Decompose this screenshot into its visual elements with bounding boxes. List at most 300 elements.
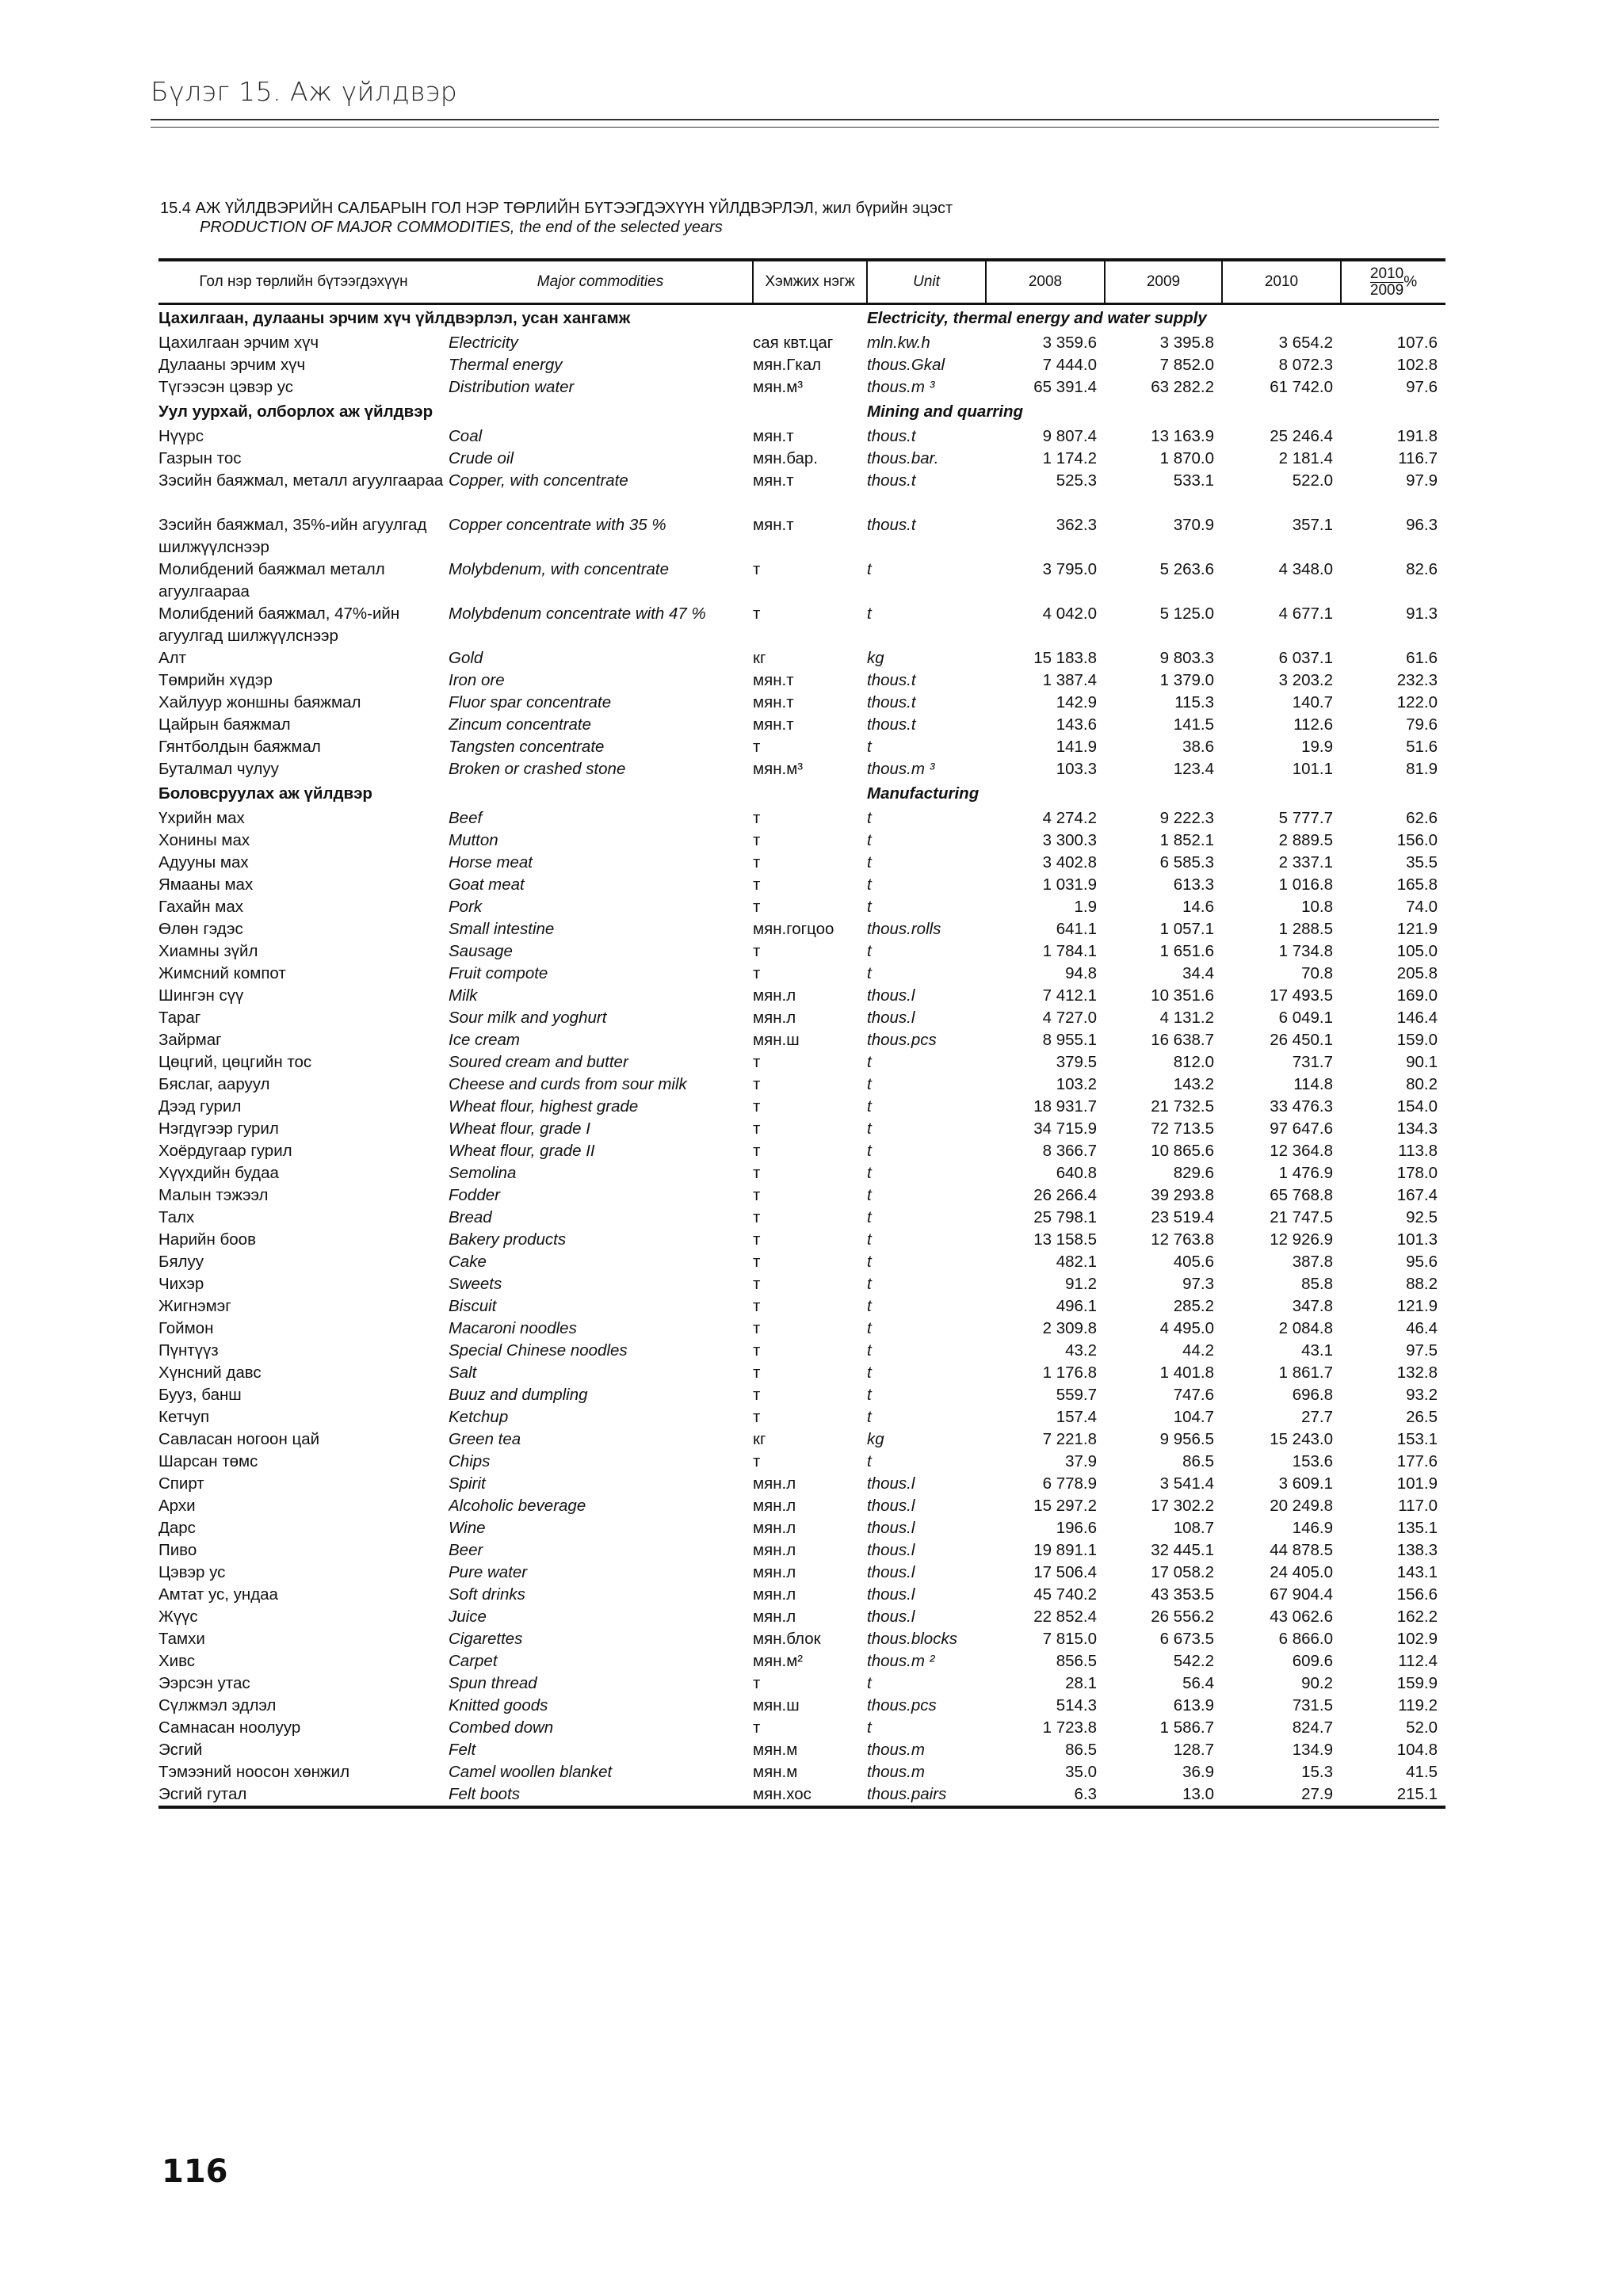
cell-unit-en: t (867, 1452, 872, 1470)
cell-unit-en: kg (867, 1430, 884, 1448)
cell-unit-mn: т (753, 1253, 761, 1271)
cell-ratio: 159.0 (1396, 1031, 1438, 1049)
cell-2008: 3 359.6 (1042, 334, 1097, 352)
cell-unit-en: thous.l (867, 986, 915, 1005)
cell-2009: 32 445.1 (1151, 1541, 1214, 1559)
cell-2008: 482.1 (1056, 1253, 1097, 1271)
cell-2008: 4 727.0 (1042, 1009, 1097, 1027)
cell-name-mn: Жимсний компот (158, 964, 286, 982)
cell-unit-en: t (867, 942, 872, 960)
table-row (158, 1650, 1445, 1672)
section-title-mn: Уул уурхай, олборлох аж үйлдвэр (158, 402, 433, 421)
cell-unit-mn: мян.л (753, 1474, 796, 1493)
cell-2010: 27.7 (1301, 1408, 1333, 1426)
cell-unit-mn: т (753, 1297, 761, 1315)
cell-unit-en: t (867, 560, 872, 578)
page-number: 116 (162, 2153, 228, 2190)
cell-name-en: Molybdenum, with concentrate (449, 560, 670, 578)
cell-2008: 143.6 (1056, 715, 1097, 734)
cell-unit-mn: мян.хос (753, 1783, 867, 1807)
section-title-mn: Боловсруулах аж үйлдвэр (158, 784, 372, 803)
cell-2010: 10.8 (1301, 898, 1333, 916)
cell-2010: 387.8 (1292, 1253, 1333, 1271)
cell-unit-en: thous.l (867, 1009, 915, 1027)
table-row (158, 1007, 1445, 1029)
table-row (158, 1251, 1445, 1273)
cell-unit-en: t (867, 1164, 872, 1182)
cell-unit-mn: сая квт.цаг (753, 334, 834, 352)
cell-2009: 4 131.2 (1159, 1009, 1214, 1027)
cell-unit-mn: т (753, 738, 761, 756)
chapter-header: Бүлэг 15. Аж үйлдвэр (151, 76, 458, 107)
cell-name-en: Coal (449, 427, 483, 445)
table-row (158, 896, 1445, 918)
ratio-pct: % (1403, 273, 1418, 291)
header-unit-mn: Хэмжих нэгж (753, 260, 867, 304)
table-row (158, 1473, 1445, 1495)
cell-name-mn: Дээд гурил (158, 1097, 242, 1116)
header-ratio (1341, 260, 1445, 304)
cell-2008: 22 852.4 (1033, 1608, 1097, 1626)
cell-name-en: Copper, with concentrate (449, 471, 628, 490)
cell-2009: 115.3 (1174, 693, 1214, 711)
cell-unit-mn: т (753, 1275, 761, 1293)
cell-unit-en: t (867, 1053, 872, 1071)
header-unit-en: Unit (867, 260, 986, 304)
cell-2010: 19.9 (1301, 738, 1333, 756)
cell-name-mn: Дарс (158, 1519, 196, 1537)
cell-2010: 146.9 (1292, 1519, 1333, 1537)
cell-2010: 696.8 (1292, 1386, 1333, 1404)
cell-2010: 4 348.0 (1278, 560, 1333, 578)
cell-2010: 2 084.8 (1278, 1319, 1333, 1337)
cell-ratio: 138.3 (1396, 1541, 1438, 1559)
cell-name-mn: Нүүрс (158, 427, 204, 445)
cell-2008: 641.1 (1056, 920, 1097, 938)
cell-2010: 1 476.9 (1278, 1164, 1333, 1182)
cell-name-en: Soured cream and butter (449, 1053, 628, 1071)
cell-unit-en: t (867, 1297, 872, 1315)
table-row (158, 1539, 1445, 1562)
cell-name-mn: Жүүс (158, 1608, 198, 1626)
table-row (158, 1162, 1445, 1184)
cell-2010: 8 072.3 (1278, 356, 1333, 374)
table-row (158, 1229, 1445, 1251)
cell-unit-mn: мян.т (753, 715, 794, 734)
cell-2008: 8 955.1 (1042, 1031, 1097, 1049)
cell-unit-mn: мян.т (753, 471, 794, 490)
cell-name-en: Horse meat (449, 853, 533, 871)
cell-2009: 6 673.5 (1159, 1630, 1214, 1648)
cell-name-en: Sausage (449, 942, 513, 960)
table-row (158, 603, 1445, 647)
cell-2008: 6.3 (986, 1783, 1105, 1807)
cell-ratio: 51.6 (1406, 738, 1438, 756)
cell-name-mn: Шингэн сүү (158, 986, 244, 1005)
cell-2010: 2 889.5 (1278, 831, 1333, 849)
cell-unit-en: thous.rolls (867, 920, 941, 938)
cell-2008: 43.2 (1065, 1341, 1097, 1360)
cell-2010: 153.6 (1292, 1452, 1333, 1470)
cell-name-en: Molybdenum concentrate with 47 % (449, 605, 706, 623)
cell-2010: 70.8 (1301, 964, 1333, 982)
cell-unit-mn: т (753, 1363, 761, 1382)
cell-2010: 12 364.8 (1270, 1142, 1333, 1160)
cell-2010: 27.9 (1222, 1783, 1341, 1807)
cell-2010: 15 243.0 (1270, 1430, 1333, 1448)
cell-name-en: Copper concentrate with 35 % (449, 516, 666, 534)
cell-2008: 103.2 (1056, 1075, 1097, 1093)
cell-2009: 43 353.5 (1151, 1585, 1214, 1604)
cell-name-mn: Гахайн мах (158, 898, 243, 916)
cell-2009: 533.1 (1173, 471, 1214, 490)
table-row (158, 1695, 1445, 1717)
cell-2010: 43.1 (1301, 1341, 1333, 1360)
cell-unit-en: thous.pairs (867, 1783, 986, 1807)
cell-ratio: 117.0 (1398, 1497, 1438, 1515)
cell-unit-mn: мян.т (753, 427, 794, 445)
cell-unit-mn: мян.л (753, 1009, 796, 1027)
cell-2008: 362.3 (1056, 516, 1097, 534)
cell-name-mn: Зайрмаг (158, 1031, 222, 1049)
table-row (158, 376, 1445, 399)
cell-name-en: Goat meat (449, 875, 525, 894)
cell-ratio: 146.4 (1396, 1009, 1438, 1027)
section-title-en: Manufacturing (867, 784, 980, 803)
table-row (158, 830, 1445, 852)
cell-2010: 20 249.8 (1270, 1497, 1333, 1515)
cell-name-mn: Молибдений баяжмал, 47%-ийн агуулгад шилжүүлснээр (158, 605, 400, 645)
cell-2008: 514.3 (1056, 1696, 1097, 1714)
cell-ratio: 132.8 (1396, 1363, 1438, 1382)
cell-unit-en: thous.Gkal (867, 356, 945, 374)
cell-name-en: Crude oil (449, 449, 514, 467)
cell-ratio: 102.9 (1396, 1630, 1438, 1648)
table-title-en: PRODUCTION OF MAJOR COMMODITIES, the end of the selected years (200, 219, 723, 236)
cell-unit-mn: мян.л (753, 1608, 796, 1626)
cell-unit-mn: мян.м² (753, 1652, 804, 1670)
table-row (158, 1739, 1445, 1761)
cell-name-mn: Бялуу (158, 1253, 204, 1271)
cell-2009: 14.6 (1182, 898, 1214, 916)
cell-unit-en: t (867, 1097, 872, 1116)
cell-2008: 91.2 (1065, 1275, 1097, 1293)
table-row (158, 1672, 1445, 1695)
cell-unit-mn: т (753, 1319, 761, 1337)
table-row (158, 1517, 1445, 1539)
cell-name-mn: Түгээсэн цэвэр ус (158, 378, 294, 396)
header-2010: 2010 (1222, 260, 1341, 304)
cell-unit-mn: т (753, 1674, 761, 1692)
cell-name-en: Salt (449, 1363, 477, 1382)
table-row (158, 736, 1445, 758)
cell-unit-mn: т (753, 809, 761, 827)
cell-unit-en: t (867, 1408, 872, 1426)
section-title-mn: Цахилгаан, дулааны эрчим хүч үйлдвэрлэл, усан хангамж (158, 309, 631, 327)
cell-2009: 747.6 (1173, 1386, 1214, 1404)
cell-name-en: Electricity (449, 334, 518, 352)
cell-name-mn: Чихэр (158, 1275, 204, 1293)
table-row (158, 559, 1445, 603)
cell-2009: 123.4 (1173, 760, 1214, 778)
cell-2009: 613.3 (1173, 875, 1214, 894)
cell-2010: 1 861.7 (1278, 1363, 1333, 1382)
cell-unit-mn: т (753, 1186, 761, 1204)
cell-unit-mn: т (753, 1230, 761, 1249)
cell-name-en: Beef (449, 809, 483, 827)
cell-unit-en: thous.l (867, 1497, 915, 1515)
table-row (158, 1384, 1445, 1406)
table-row (158, 918, 1445, 940)
cell-2008: 1 723.8 (1042, 1718, 1097, 1737)
table-row (158, 1584, 1445, 1606)
cell-2008: 1 031.9 (1042, 875, 1097, 894)
cell-name-mn: Зэсийн баяжмал, металл агуулгаараа (158, 471, 444, 490)
cell-2008: 142.9 (1056, 693, 1097, 711)
cell-name-mn: Спирт (158, 1474, 204, 1493)
cell-2009: 97.3 (1182, 1275, 1214, 1293)
cell-name-en: Fluor spar concentrate (449, 693, 612, 711)
cell-name-mn: Цөцгий, цөцгийн тос (158, 1053, 312, 1071)
table-row (158, 1606, 1445, 1628)
cell-unit-en: thous.t (867, 715, 916, 734)
table-row (158, 425, 1445, 448)
cell-unit-en: thous.m (867, 1763, 925, 1781)
cell-unit-mn: т (753, 875, 761, 894)
cell-2009: 10 865.6 (1151, 1142, 1214, 1160)
cell-ratio: 119.2 (1398, 1696, 1438, 1714)
cell-ratio: 167.4 (1396, 1186, 1438, 1204)
cell-name-mn: Цахилгаан эрчим хүч (158, 334, 319, 352)
cell-name-en: Beer (449, 1541, 483, 1559)
cell-name-mn: Бууз, банш (158, 1386, 242, 1404)
cell-unit-mn: мян.гогцоо (753, 920, 834, 938)
table-row (158, 1362, 1445, 1384)
cell-2010: 731.5 (1292, 1696, 1333, 1714)
section-row (158, 304, 1445, 333)
cell-ratio: 90.1 (1406, 1053, 1438, 1071)
cell-name-mn: Молибдений баяжмал металл агуулгаараа (158, 560, 385, 601)
table-row (158, 669, 1445, 692)
cell-unit-mn: т (753, 1075, 761, 1093)
cell-2009: 38.6 (1182, 738, 1214, 756)
table-row (158, 1273, 1445, 1295)
cell-2008: 196.6 (1056, 1519, 1097, 1537)
cell-unit-en: thous.t (867, 427, 916, 445)
header-name-mn: Гол нэр төрлийн бүтээгдэхүүн (158, 260, 449, 304)
cell-2010: 140.7 (1292, 693, 1333, 711)
cell-name-en: Wheat flour, grade I (449, 1119, 590, 1138)
cell-ratio: 153.1 (1396, 1430, 1438, 1448)
cell-2010: 347.8 (1292, 1297, 1333, 1315)
cell-unit-en: t (867, 1718, 872, 1737)
cell-2010: 65 768.8 (1270, 1186, 1333, 1204)
ratio-top: 2010 (1369, 265, 1404, 282)
cell-2009: 1 870.0 (1159, 449, 1214, 467)
cell-ratio: 52.0 (1406, 1718, 1438, 1737)
cell-ratio: 205.8 (1396, 964, 1438, 982)
cell-2008: 157.4 (1056, 1408, 1097, 1426)
cell-unit-mn: т (753, 560, 761, 578)
cell-unit-en: thous.m ³ (867, 378, 935, 396)
cell-ratio: 169.0 (1396, 986, 1438, 1005)
cell-2009: 5 125.0 (1159, 605, 1214, 623)
cell-unit-en: t (867, 1230, 872, 1249)
cell-unit-en: t (867, 1386, 872, 1404)
cell-2010: 134.9 (1292, 1741, 1333, 1759)
cell-2009: 63 282.2 (1151, 378, 1214, 396)
table-row (158, 448, 1445, 470)
cell-name-en: Macaroni noodles (449, 1319, 577, 1337)
table-row (158, 940, 1445, 963)
cell-unit-en: thous.l (867, 1519, 915, 1537)
cell-2009: 86.5 (1182, 1452, 1214, 1470)
cell-2009: 13.0 (1105, 1783, 1222, 1807)
cell-unit-mn: мян.л (753, 986, 796, 1005)
cell-ratio: 116.7 (1398, 449, 1438, 467)
cell-2010: 85.8 (1301, 1275, 1333, 1293)
cell-2008: 856.5 (1056, 1652, 1097, 1670)
cell-2008: 8 366.7 (1042, 1142, 1097, 1160)
cell-2009: 10 351.6 (1151, 986, 1214, 1005)
section-row (158, 399, 1445, 425)
table-row (158, 1096, 1445, 1118)
cell-ratio: 46.4 (1406, 1319, 1438, 1337)
cell-ratio: 143.1 (1396, 1563, 1438, 1581)
cell-2008: 7 412.1 (1042, 986, 1097, 1005)
cell-name-mn: Кетчуп (158, 1408, 210, 1426)
cell-name-en: Cheese and curds from sour milk (449, 1075, 687, 1093)
cell-2009: 13 163.9 (1151, 427, 1214, 445)
cell-name-en: Buuz and dumpling (449, 1386, 588, 1404)
cell-2009: 36.9 (1182, 1763, 1214, 1781)
cell-unit-en: thous.pcs (867, 1031, 937, 1049)
cell-name-en: Carpet (449, 1652, 498, 1670)
cell-name-en: Spirit (449, 1474, 486, 1493)
cell-unit-mn: мян.ш (753, 1031, 800, 1049)
cell-unit-en: t (867, 809, 872, 827)
cell-2010: 97 647.6 (1270, 1119, 1333, 1138)
cell-2009: 128.7 (1173, 1741, 1214, 1759)
table-row (158, 1029, 1445, 1051)
table-row (158, 1761, 1445, 1783)
cell-unit-mn: мян.л (753, 1519, 796, 1537)
table-row (158, 758, 1445, 780)
cell-ratio: 122.0 (1396, 693, 1438, 711)
cell-2008: 1 387.4 (1042, 671, 1097, 689)
cell-2010: 824.7 (1292, 1718, 1333, 1737)
cell-name-mn: Адууны мах (158, 853, 249, 871)
table-row (158, 714, 1445, 736)
cell-2008: 379.5 (1056, 1053, 1097, 1071)
cell-2008: 7 815.0 (1042, 1630, 1097, 1648)
cell-2008: 3 300.3 (1042, 831, 1097, 849)
cell-2008: 2 309.8 (1042, 1319, 1097, 1337)
cell-unit-en: thous.l (867, 1541, 915, 1559)
cell-unit-en: thous.t (867, 471, 916, 490)
cell-unit-en: mln.kw.h (867, 334, 930, 352)
table-row (158, 470, 1445, 514)
header-2009: 2009 (1105, 260, 1222, 304)
cell-unit-en: thous.bar. (867, 449, 939, 467)
cell-2010: 731.7 (1292, 1053, 1333, 1071)
cell-2009: 3 395.8 (1159, 334, 1214, 352)
cell-name-mn: Хонины мах (158, 831, 250, 849)
cell-2008: 4 274.2 (1042, 809, 1097, 827)
cell-name-mn: Нарийн боов (158, 1230, 256, 1249)
cell-ratio: 232.3 (1396, 671, 1438, 689)
table-body (158, 304, 1445, 1808)
cell-ratio: 93.2 (1406, 1386, 1438, 1404)
cell-ratio: 88.2 (1406, 1275, 1438, 1293)
table-row (158, 852, 1445, 874)
table-row (158, 692, 1445, 714)
cell-name-mn: Цэвэр ус (158, 1563, 226, 1581)
cell-unit-en: t (867, 738, 872, 756)
cell-ratio: 35.5 (1406, 853, 1438, 871)
cell-ratio: 61.6 (1406, 649, 1438, 667)
cell-name-mn: Эсгий гутал (158, 1783, 449, 1807)
cell-name-en: Felt boots (449, 1783, 753, 1807)
cell-name-en: Cake (449, 1253, 487, 1271)
cell-unit-en: thous.pcs (867, 1696, 937, 1714)
cell-unit-en: thous.t (867, 693, 916, 711)
cell-2008: 18 931.7 (1033, 1097, 1097, 1116)
cell-2008: 86.5 (1065, 1741, 1097, 1759)
cell-2009: 17 058.2 (1151, 1563, 1214, 1581)
cell-2009: 1 852.1 (1159, 831, 1214, 849)
table-row (158, 1051, 1445, 1074)
cell-unit-mn: т (753, 1208, 761, 1226)
cell-name-mn: Цайрын баяжмал (158, 715, 291, 734)
cell-name-mn: Малын тэжээл (158, 1186, 269, 1204)
cell-unit-en: thous.m (867, 1741, 925, 1759)
cell-ratio: 177.6 (1396, 1452, 1438, 1470)
cell-2010: 114.8 (1293, 1075, 1333, 1093)
cell-ratio: 134.3 (1396, 1119, 1438, 1138)
cell-2009: 143.2 (1173, 1075, 1214, 1093)
cell-name-en: Semolina (449, 1164, 517, 1182)
cell-2009: 17 302.2 (1151, 1497, 1214, 1515)
header-2008: 2008 (986, 260, 1105, 304)
cell-2008: 15 297.2 (1033, 1497, 1097, 1515)
table-row (158, 1118, 1445, 1140)
cell-2010: 6 866.0 (1278, 1630, 1333, 1648)
table-row (158, 1295, 1445, 1318)
cell-name-mn: Дулааны эрчим хүч (158, 356, 306, 374)
cell-2008: 3 402.8 (1042, 853, 1097, 871)
cell-unit-mn: т (753, 898, 761, 916)
commodities-table (158, 258, 1445, 1809)
cell-name-mn: Шарсан төмс (158, 1452, 258, 1470)
cell-name-en: Cigarettes (449, 1630, 523, 1648)
cell-2010: 21 747.5 (1270, 1208, 1333, 1226)
cell-2010: 25 246.4 (1270, 427, 1333, 445)
cell-unit-mn: мян.л (753, 1541, 796, 1559)
cell-2008: 9 807.4 (1042, 427, 1097, 445)
cell-2010: 17 493.5 (1270, 986, 1333, 1005)
table-row (158, 332, 1445, 354)
table-row (158, 1340, 1445, 1362)
cell-name-en: Iron ore (449, 671, 505, 689)
cell-2008: 496.1 (1056, 1297, 1097, 1315)
cell-name-en: Zincum concentrate (449, 715, 592, 734)
cell-ratio: 41.5 (1406, 1763, 1438, 1781)
cell-name-en: Alcoholic beverage (449, 1497, 586, 1515)
cell-2009: 108.7 (1173, 1519, 1214, 1537)
cell-unit-mn: т (753, 853, 761, 871)
cell-ratio: 95.6 (1406, 1253, 1438, 1271)
